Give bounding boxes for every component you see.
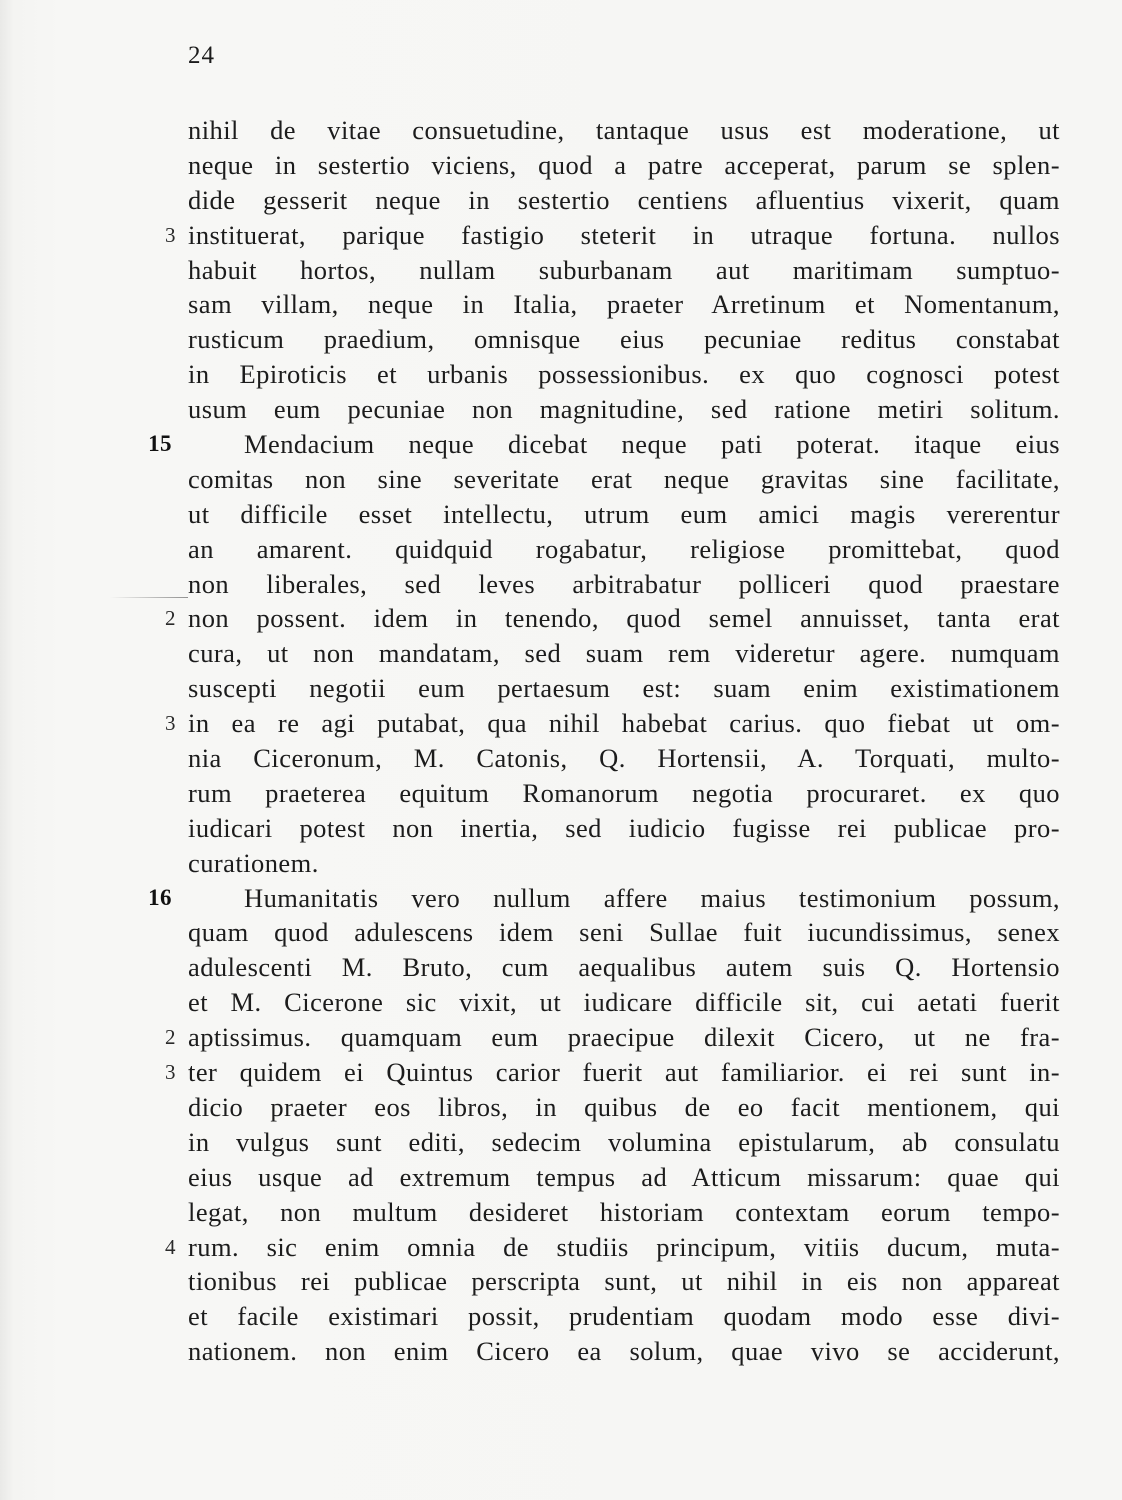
- text-line: [188, 741, 1060, 776]
- text-line: [148, 427, 1060, 462]
- line-text: dide gesserit neque in sestertio centiens afluentius vixerit, quam: [188, 184, 1060, 215]
- line-text: tionibus rei publicae perscripta sunt, ut nihil in eis non appareat: [188, 1266, 1060, 1297]
- text-line: [188, 671, 1060, 706]
- text-line: [188, 253, 1060, 288]
- line-text: et M. Cicerone sic vixit, ut iudicare difficile sit, cui aetati fuerit: [188, 987, 1060, 1018]
- line-text: an amarent. quidquid rogabatur, religiose promittebat, quod: [188, 533, 1060, 564]
- line-text: neque in sestertio viciens, quod a patre acceperat, parum se splen-: [188, 149, 1060, 180]
- line-text: ut difficile esset intellectu, utrum eum amici magis vererentur: [188, 498, 1060, 529]
- line-text: iudicari potest non inertia, sed iudicio fugisse rei publicae pro-: [188, 812, 1060, 843]
- text-line: [165, 1055, 1060, 1090]
- text-line: [188, 392, 1060, 427]
- text-line: [188, 846, 1060, 881]
- line-text: curationem.: [188, 847, 319, 878]
- line-text: habuit hortos, nullam suburbanam aut maritimam sumptuo-: [188, 254, 1060, 285]
- line-text: comitas non sine severitate erat neque gravitas sine facilitate,: [188, 463, 1060, 494]
- paragraph-number: 3: [165, 1060, 176, 1085]
- line-text: Mendacium neque dicebat neque pati poterat. itaque eius: [244, 429, 1060, 460]
- text-line: [165, 1230, 1060, 1265]
- text-line: [188, 1125, 1060, 1160]
- line-text: ter quidem ei Quintus carior fuerit aut familiarior. ei rei sunt in-: [188, 1057, 1060, 1088]
- text-line: [188, 322, 1060, 357]
- text-line: [188, 636, 1060, 671]
- scan-mark: [110, 597, 188, 598]
- latin-text-body: [148, 113, 1060, 1369]
- text-line: [188, 532, 1060, 567]
- line-text: quam quod adulescens idem seni Sullae fuit iucundissimus, senex: [188, 917, 1060, 948]
- line-text: adulescenti M. Bruto, cum aequalibus autem suis Q. Hortensio: [188, 952, 1060, 983]
- text-line: [188, 1299, 1060, 1334]
- line-text: suscepti negotii eum pertaesum est: suam enim existimationem: [188, 673, 1060, 704]
- line-text: in Epiroticis et urbanis possessionibus. ex quo cognosci potest: [188, 359, 1060, 390]
- paragraph-number: 2: [165, 606, 176, 631]
- line-text: rusticum praedium, omnisque eius pecuniae reditus constabat: [188, 324, 1060, 355]
- text-line: [188, 1264, 1060, 1299]
- text-line: [188, 776, 1060, 811]
- line-text: non possent. idem in tenendo, quod semel annuisset, tanta erat: [188, 603, 1060, 634]
- text-line: [165, 601, 1060, 636]
- text-line: [165, 1020, 1060, 1055]
- section-number: 16: [148, 884, 172, 910]
- text-line: [188, 287, 1060, 322]
- text-line: [188, 148, 1060, 183]
- paragraph-number: 3: [165, 222, 176, 247]
- text-line: [188, 811, 1060, 846]
- line-text: cura, ut non mandatam, sed suam rem videretur agere. numquam: [188, 638, 1060, 669]
- line-text: nia Ciceronum, M. Catonis, Q. Hortensii, A. Torquati, multo-: [188, 743, 1060, 774]
- text-line: [148, 881, 1060, 916]
- text-line: [188, 357, 1060, 392]
- line-text: Humanitatis vero nullum affere maius testimonium possum,: [244, 882, 1060, 913]
- paragraph-number: 2: [165, 1025, 176, 1050]
- line-text: eius usque ad extremum tempus ad Atticum missarum: quae qui: [188, 1161, 1060, 1192]
- line-text: non liberales, sed leves arbitrabatur polliceri quod praestare: [188, 568, 1060, 599]
- line-text: et facile existimari possit, prudentiam quodam modo esse divi-: [188, 1301, 1060, 1332]
- line-text: usum eum pecuniae non magnitudine, sed ratione metiri solitum.: [188, 394, 1060, 425]
- line-text: rum praeterea equitum Romanorum negotia procuraret. ex quo: [188, 777, 1060, 808]
- line-text: sam villam, neque in Italia, praeter Arretinum et Nomentanum,: [188, 289, 1060, 320]
- line-text: in vulgus sunt editi, sedecim volumina epistularum, ab consulatu: [188, 1126, 1060, 1157]
- text-line: [188, 985, 1060, 1020]
- page-number: 24: [188, 42, 215, 69]
- line-text: rum. sic enim omnia de studiis principum, vitiis ducum, muta-: [188, 1231, 1060, 1262]
- paragraph-number: 3: [165, 711, 176, 736]
- text-line: [165, 218, 1060, 253]
- text-line: [188, 462, 1060, 497]
- text-line: [188, 1090, 1060, 1125]
- text-line: [188, 1160, 1060, 1195]
- line-text: nationem. non enim Cicero ea solum, quae vivo se acciderunt,: [188, 1336, 1060, 1367]
- text-line: [188, 113, 1060, 148]
- text-line: [188, 183, 1060, 218]
- line-text: dicio praeter eos libros, in quibus de eo facit mentionem, qui: [188, 1091, 1060, 1122]
- section-number: 15: [148, 431, 172, 457]
- text-line: [188, 1195, 1060, 1230]
- text-line: [188, 950, 1060, 985]
- text-line: [188, 915, 1060, 950]
- text-line: [188, 497, 1060, 532]
- text-line: [188, 567, 1060, 602]
- line-text: nihil de vitae consuetudine, tantaque usus est moderatione, ut: [188, 115, 1060, 145]
- paragraph-number: 4: [165, 1234, 176, 1259]
- line-text: legat, non multum desideret historiam contextam eorum tempo-: [188, 1196, 1060, 1227]
- line-text: instituerat, parique fastigio steterit in utraque fortuna. nullos: [188, 219, 1060, 250]
- line-text: in ea re agi putabat, qua nihil habebat carius. quo fiebat ut om-: [188, 708, 1060, 739]
- text-line: [165, 706, 1060, 741]
- text-line: [188, 1334, 1060, 1369]
- line-text: aptissimus. quamquam eum praecipue dilexit Cicero, ut ne fra-: [188, 1022, 1060, 1053]
